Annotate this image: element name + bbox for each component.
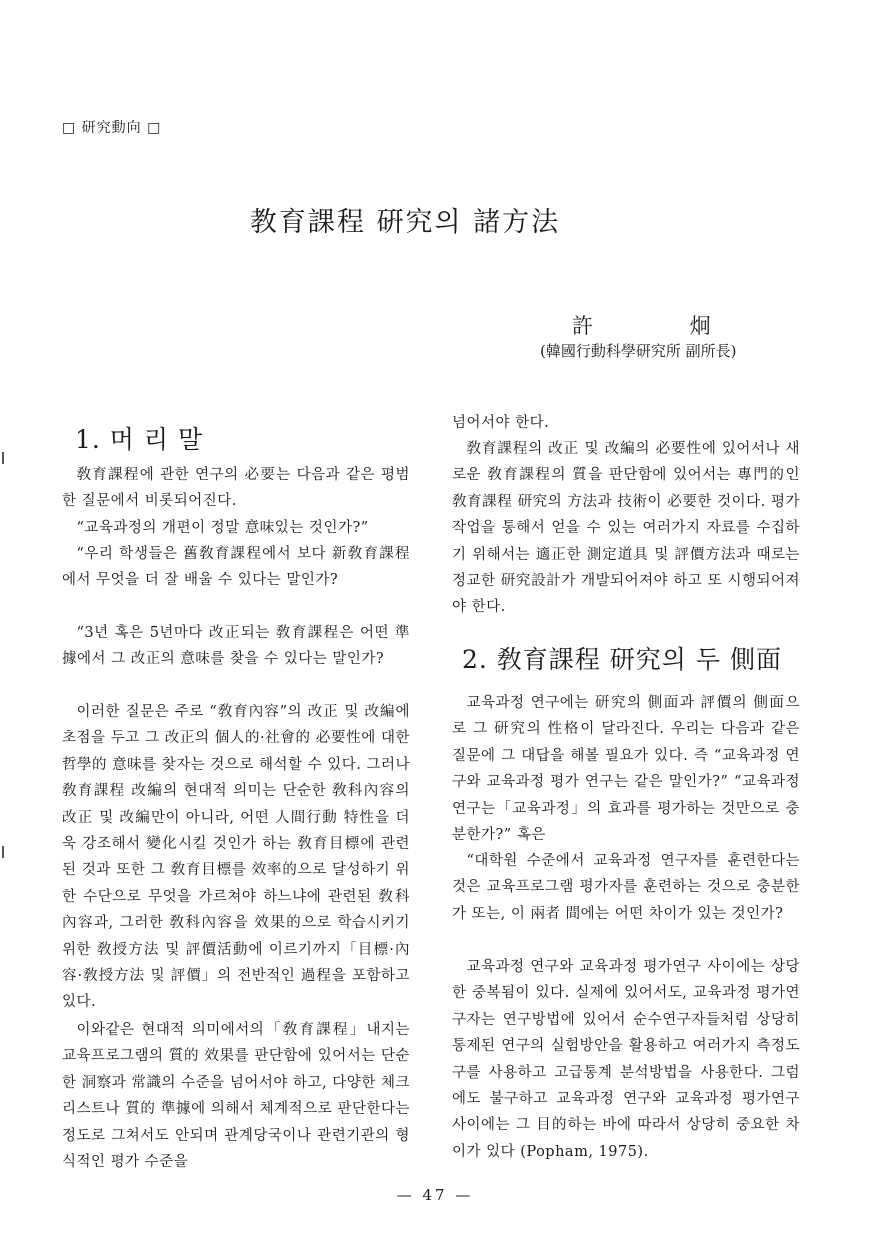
paragraph: 이러한 질문은 주로 “敎育內容”의 改正 및 改編에 초점을 두고 그 改正의 個人的·社會的 必要性에 대한 哲學的 意味를 찾자는 것으로 해석할 수 있다. 그러나 敎育課程 改編의 현대적 의미는 단순한 敎科內容의 改正 및 改編만이 아니라, 어떤 人間行動 特性을 더욱 강조해서 變化시킬 것인가 하는 敎育目標에 관련된 것과 또한 그 敎育目標를 效率的으로 달성하기 위한 수단으로 무엇을 가르쳐야 하느냐에 관련된 敎科內容과, 그러한 敎科內容을 效果的으로 학습시키기 위한 敎授方法 및 評價活動에 이르기까지「目標·內容·敎授方法 및 評價」의 전반적인 過程을 포함하고 있다. [62,704,410,1011]
section-tag: □ 研究動向 □ [62,120,162,136]
paragraph: 敎育課程의 改正 및 改編의 必要性에 있어서나 새로운 敎育課程의 質을 판단함에 있어서는 專門的인 敎育課程 研究의 方法과 技術이 必要한 것이다. 평가작업을 통해서 얻을 수 있는 여러가지 자료를 수집하기 위해서는 適正한 測定道具 및 評價方法과 때로는 정교한 研究設計가 개발되어져야 하고 또 시행되어져야 한다. [452,441,800,616]
page-number: — 47 — [396,1186,474,1204]
scan-mark [2,452,4,464]
paragraph: 이와같은 현대적 의미에서의「敎育課程」내지는 교육프로그램의 質的 效果를 판단함에 있어서는 단순한 洞察과 常識의 수준을 넘어서야 하고, 다양한 체크리스트나 質的 準據에 의해서 체계적으로 판단한다는 정도로 그쳐서도 안되며 관계당국이나 관련기관의 형식적인 평가 수준을 [62,1022,410,1171]
paragraph: 교육과정 연구에는 研究의 側面과 評價의 側面으로 그 研究의 性格이 달라진다. 우리는 다음과 같은 질문에 그 대답을 해볼 필요가 있다. 즉 “교육과정 연구와 교육과정 평가 연구는 같은 말인가?” “교육과정 연구는「교육과정」의 효과를 평가하는 것만으로 충분한가?” 혹은 [452,695,800,844]
paragraph: “교육과정의 개편이 정말 意味있는 것인가?” [76,520,369,536]
section-heading-1: 1. 머 리 말 [75,425,204,454]
paragraph: 넘어서야 한다. [452,415,550,431]
section-heading-2: 2. 敎育課程 研究의 두 側面 [462,645,782,674]
paragraph: “대학원 수준에서 교육과정 연구자를 훈련한다는 것은 교육프로그램 평가자를 훈련하는 것으로 충분한가 또는, 이 兩者 間에는 어떤 차이가 있는 것인가? [452,853,800,922]
paragraph: 교육과정 연구와 교육과정 평가연구 사이에는 상당한 중복됨이 있다. 실제에 있어서도, 교육과정 평가연구자는 연구방법에 있어서 순수연구자들처럼 상당히 통제된 연구의 실험방안을 활용하고 여러가지 측정도구를 사용하고 고급통계 분석방법을 사용한다. 그럼에도 불구하고 교육과정 연구와 교육과정 평가연구 사이에는 그 目的하는 바에 따라서 상당히 중요한 차이가 있다 (Popham, 1975). [452,959,800,1160]
paragraph: “3년 혹은 5년마다 改正되는 敎育課程은 어떤 準據에서 그 改正의 意味를 찾을 수 있다는 말인가? [62,625,410,668]
paragraph: “우리 학생들은 舊敎育課程에서 보다 新敎育課程에서 무엇을 더 잘 배울 수 있다는 말인가? [62,546,410,589]
scan-mark [2,846,4,858]
author-affiliation: (韓國行動科學研究所 副所長) [540,342,737,360]
article-title: 教育課程 硏究의 諸方法 [249,207,561,238]
paragraph: 敎育課程에 관한 연구의 必要는 다음과 같은 평범한 질문에서 비롯되어진다. [62,467,410,510]
author-name: 許 炯 [572,314,711,338]
